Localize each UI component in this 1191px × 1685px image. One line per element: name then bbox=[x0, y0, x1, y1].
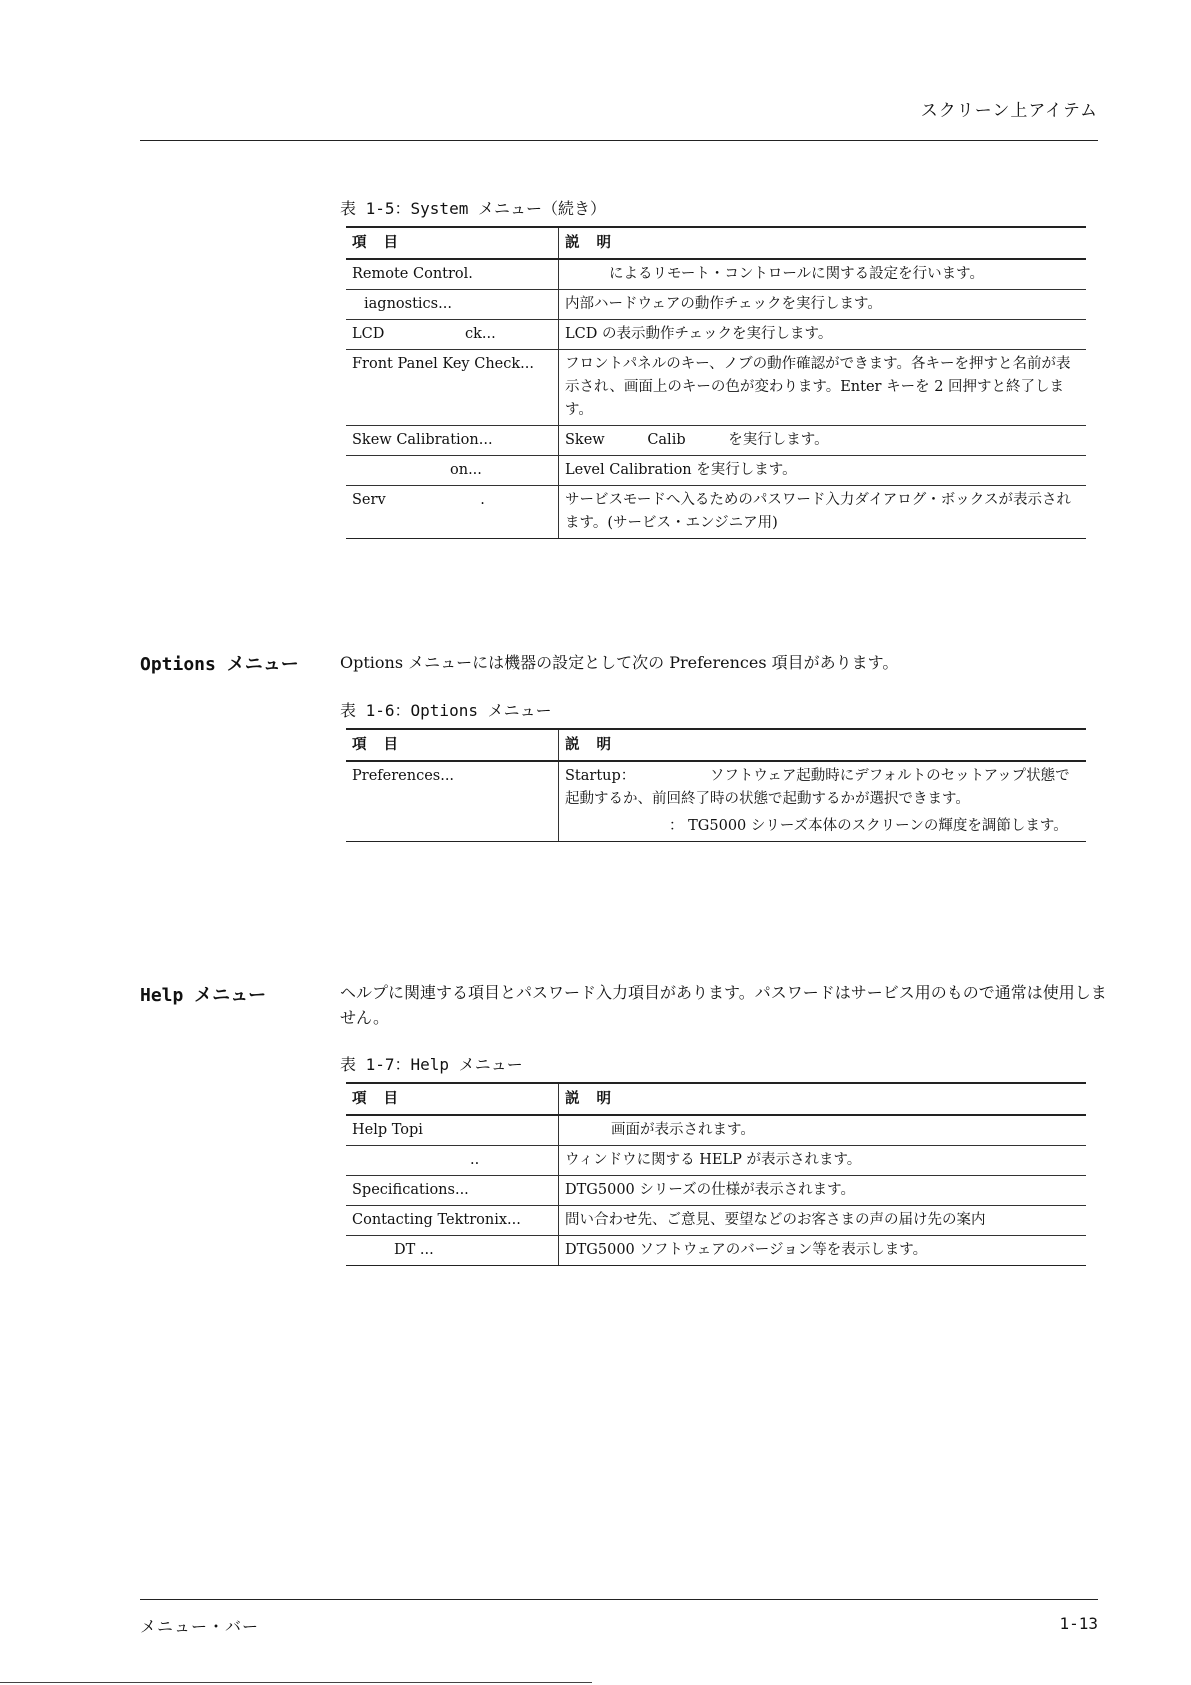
running-header: スクリーン上アイテム bbox=[920, 101, 1098, 121]
description-cell: 画面が表示されます。 bbox=[559, 1115, 1087, 1146]
item-cell: Skew Calibration... bbox=[346, 426, 559, 456]
table-header-row bbox=[346, 227, 1086, 259]
table6-caption: 表 1-6：Options メニュー bbox=[340, 701, 552, 720]
options-menu-heading: Options メニュー bbox=[140, 654, 299, 675]
item-cell: Front Panel Key Check... bbox=[346, 350, 559, 426]
options-intro: Options メニューには機器の設定として次の Preferences 項目があります。 bbox=[340, 653, 899, 672]
footer-section-title: メニュー・バー bbox=[140, 1617, 260, 1636]
header-rule bbox=[140, 140, 1098, 141]
item-cell: DT ... bbox=[346, 1236, 559, 1266]
table-row bbox=[346, 1206, 1086, 1236]
table-row bbox=[346, 426, 1086, 456]
scan-artifact-line bbox=[0, 1682, 592, 1683]
item-cell: iagnostics... bbox=[346, 290, 559, 320]
column-header-description: 説 明 bbox=[559, 227, 1087, 259]
table-row bbox=[346, 290, 1086, 320]
item-cell: LCD ck... bbox=[346, 320, 559, 350]
item-cell: Preferences... bbox=[346, 761, 559, 842]
startup-description: Startup： ソフトウェア起動時にデフォルトのセットアップ状態で起動するか、前回終了時の状態で起動するかが選択できます。 bbox=[565, 768, 1070, 807]
description-cell bbox=[559, 761, 1087, 842]
table-row bbox=[346, 320, 1086, 350]
item-cell: on... bbox=[346, 456, 559, 486]
description-cell: DTG5000 ソフトウェアのバージョン等を表示します。 bbox=[559, 1236, 1087, 1266]
item-cell: Serv . bbox=[346, 486, 559, 539]
table-row bbox=[346, 486, 1086, 539]
table7 bbox=[346, 1082, 1086, 1266]
column-header-item: 項 目 bbox=[346, 729, 559, 761]
item-cell: Specifications... bbox=[346, 1176, 559, 1206]
description-cell: によるリモート・コントロールに関する設定を行います。 bbox=[559, 259, 1087, 290]
description-cell: Skew Calib を実行します。 bbox=[559, 426, 1087, 456]
description-cell: DTG5000 シリーズの仕様が表示されます。 bbox=[559, 1176, 1087, 1206]
table-row bbox=[346, 1176, 1086, 1206]
description-cell: 問い合わせ先、ご意見、要望などのお客さまの声の届け先の案内 bbox=[559, 1206, 1087, 1236]
column-header-description: 説 明 bbox=[559, 729, 1087, 761]
item-cell: Contacting Tektronix... bbox=[346, 1206, 559, 1236]
table6 bbox=[346, 728, 1086, 842]
description-cell: LCD の表示動作チェックを実行します。 bbox=[559, 320, 1087, 350]
table5-caption: 表 1-5：System メニュー（続き） bbox=[340, 199, 606, 218]
table5 bbox=[346, 226, 1086, 539]
help-menu-heading: Help メニュー bbox=[140, 985, 267, 1006]
table-row bbox=[346, 761, 1086, 842]
page-number: 1-13 bbox=[1059, 1614, 1098, 1633]
table-row bbox=[346, 456, 1086, 486]
table-header-row bbox=[346, 1083, 1086, 1115]
table-row bbox=[346, 350, 1086, 426]
table-row bbox=[346, 1236, 1086, 1266]
table-header-row bbox=[346, 729, 1086, 761]
table-row bbox=[346, 1146, 1086, 1176]
description-cell: Level Calibration を実行します。 bbox=[559, 456, 1087, 486]
description-cell: ウィンドウに関する HELP が表示されます。 bbox=[559, 1146, 1087, 1176]
description-cell: フロントパネルのキー、ノブの動作確認ができます。各キーを押すと名前が表示され、画面上のキーの色が変わります。Enter キーを 2 回押すと終了します。 bbox=[559, 350, 1087, 426]
table-row bbox=[346, 1115, 1086, 1146]
item-cell: Remote Control. bbox=[346, 259, 559, 290]
column-header-item: 項 目 bbox=[346, 1083, 559, 1115]
item-cell: Help Topi bbox=[346, 1115, 559, 1146]
table7-caption: 表 1-7：Help メニュー bbox=[340, 1055, 523, 1074]
brightness-description: ： TG5000 シリーズ本体のスクリーンの輝度を調節します。 bbox=[669, 818, 1068, 834]
description-cell: サービスモードへ入るためのパスワード入力ダイアログ・ボックスが表示されます。(サービス・エンジニア用) bbox=[559, 486, 1087, 539]
column-header-description: 説 明 bbox=[559, 1083, 1087, 1115]
footer-rule bbox=[140, 1599, 1098, 1600]
item-cell: .. bbox=[346, 1146, 559, 1176]
help-intro: ヘルプに関連する項目とパスワード入力項目があります。パスワードはサービス用のもので通常は使用しません。 bbox=[340, 983, 1107, 1027]
description-cell: 内部ハードウェアの動作チェックを実行します。 bbox=[559, 290, 1087, 320]
column-header-item: 項 目 bbox=[346, 227, 559, 259]
table-row bbox=[346, 259, 1086, 290]
